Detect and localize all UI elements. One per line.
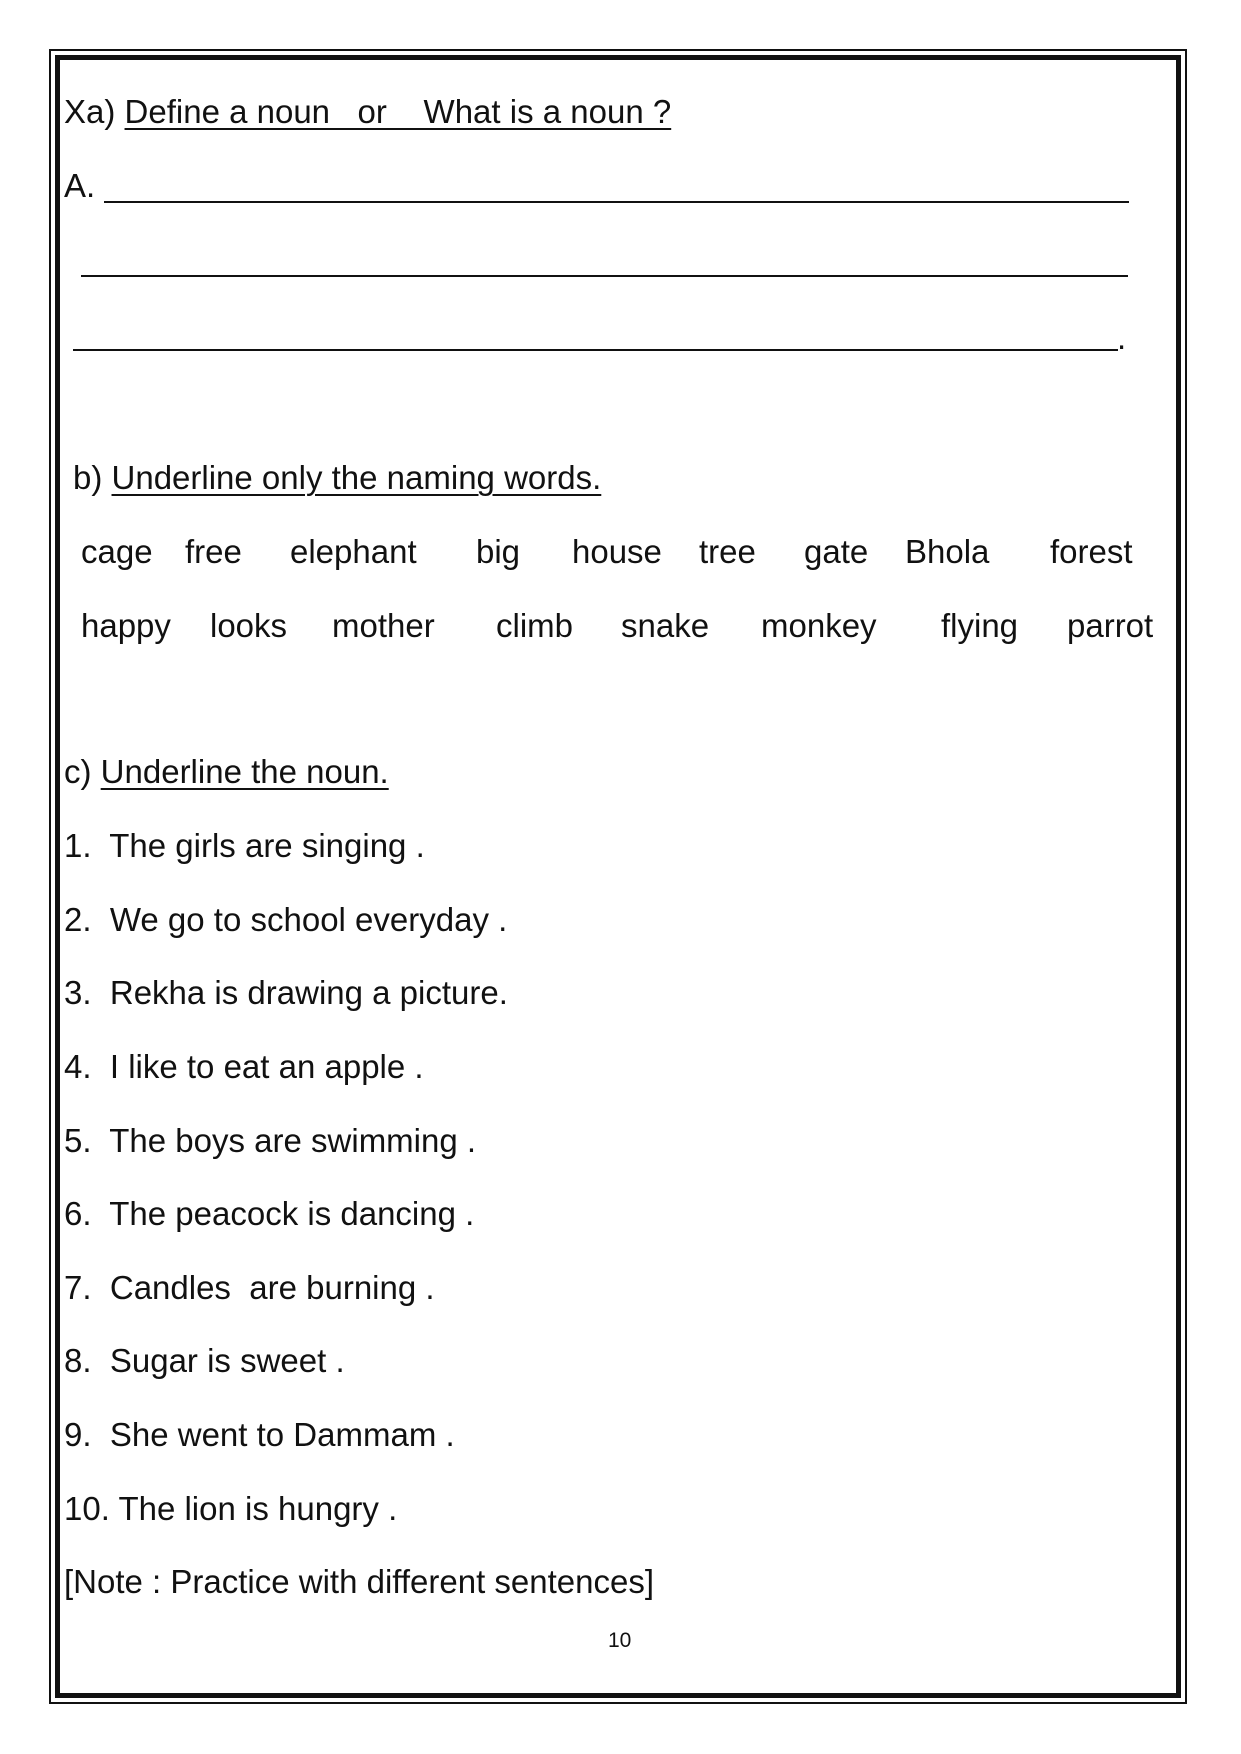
word-item[interactable]: mother	[332, 607, 435, 644]
word-item[interactable]: tree	[699, 533, 756, 570]
question-b-text: Underline only the naming words.	[111, 459, 602, 496]
sentence-item[interactable]: 8. Sugar is sweet .	[64, 1342, 345, 1379]
word-item[interactable]: elephant	[290, 533, 417, 570]
word-item[interactable]: flying	[941, 607, 1019, 644]
word-item[interactable]: gate	[804, 533, 869, 570]
page-number: 10	[608, 1629, 632, 1652]
answer-line-3[interactable]	[73, 349, 1118, 351]
answer-line-2[interactable]	[81, 275, 1128, 277]
word-item[interactable]: happy	[81, 607, 171, 644]
word-item[interactable]: parrot	[1067, 607, 1154, 644]
word-item[interactable]: snake	[621, 607, 710, 644]
sentence-item[interactable]: 2. We go to school everyday .	[64, 901, 508, 938]
word-item[interactable]: climb	[496, 607, 574, 644]
question-c-text: Underline the noun.	[100, 753, 389, 790]
answer-line-1[interactable]	[104, 201, 1129, 203]
sentence-item[interactable]: 4. I like to eat an apple .	[64, 1048, 424, 1085]
word-item[interactable]: Bhola	[905, 533, 990, 570]
sentence-item[interactable]: 1. The girls are singing .	[64, 827, 425, 864]
sentence-item[interactable]: 6. The peacock is dancing .	[64, 1195, 475, 1232]
question-c-prefix: c)	[64, 753, 101, 790]
word-item[interactable]: free	[185, 533, 242, 570]
answer-end-mark: .	[1117, 319, 1127, 356]
sentence-item[interactable]: 7. Candles are burning .	[64, 1269, 435, 1306]
word-item[interactable]: looks	[210, 607, 288, 644]
word-item[interactable]: monkey	[761, 607, 877, 644]
word-item[interactable]: house	[572, 533, 662, 570]
sentence-item[interactable]: 10. The lion is hungry .	[64, 1490, 398, 1527]
sentence-item[interactable]: 5. The boys are swimming .	[64, 1122, 477, 1159]
sentence-item[interactable]: 3. Rekha is drawing a picture.	[64, 974, 508, 1011]
word-item[interactable]: forest	[1050, 533, 1133, 570]
question-c	[64, 752, 389, 792]
practice-note: [Note : Practice with different sentences]	[64, 1563, 655, 1600]
question-a-prefix: Xa)	[64, 93, 125, 130]
question-b	[73, 458, 601, 498]
word-item[interactable]: cage	[81, 533, 153, 570]
question-a-text: Define a noun or What is a noun ?	[124, 93, 672, 130]
word-item[interactable]: big	[476, 533, 521, 570]
answer-label: A.	[64, 167, 96, 204]
question-a	[64, 92, 671, 132]
sentence-item[interactable]: 9. She went to Dammam .	[64, 1416, 455, 1453]
question-b-prefix: b)	[73, 459, 112, 496]
